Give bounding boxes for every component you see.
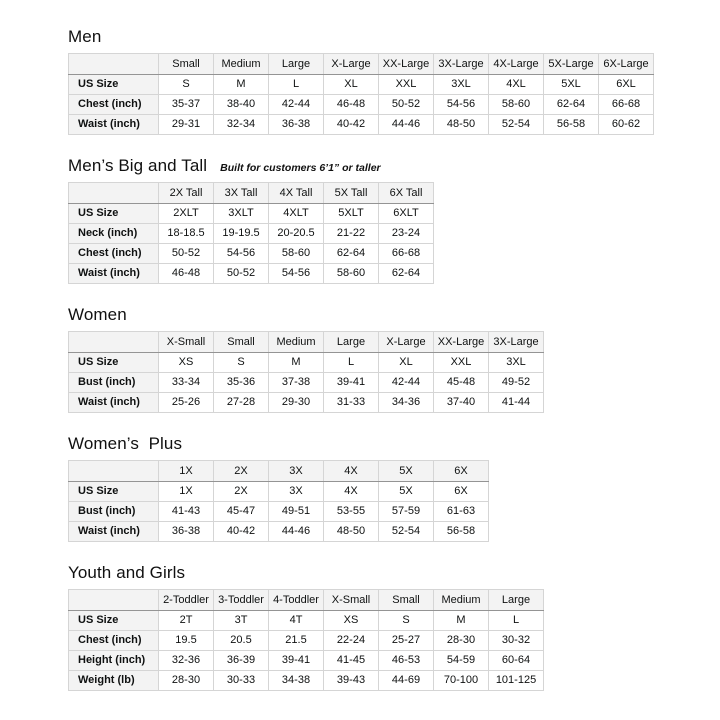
- size-cell: 46-53: [379, 651, 434, 671]
- size-cell: 3X: [269, 482, 324, 502]
- column-header: Large: [269, 54, 324, 75]
- section-women: [68, 305, 700, 413]
- table-row: [69, 393, 544, 413]
- row-label: Bust (inch): [69, 502, 159, 522]
- size-cell: 45-47: [214, 502, 269, 522]
- size-cell: 66-68: [599, 95, 654, 115]
- column-header: 2X Tall: [159, 183, 214, 204]
- size-table-men: [68, 53, 654, 135]
- column-header: 6X-Large: [599, 54, 654, 75]
- header-row: [69, 332, 544, 353]
- row-label: Chest (inch): [69, 631, 159, 651]
- row-label: Waist (inch): [69, 522, 159, 542]
- section-title-row: [68, 305, 700, 325]
- table-row: [69, 373, 544, 393]
- size-cell: 21.5: [269, 631, 324, 651]
- size-cell: 2T: [159, 611, 214, 631]
- table-row: [69, 115, 654, 135]
- table-row: [69, 75, 654, 95]
- column-header: X-Large: [379, 332, 434, 353]
- section-title: Women: [68, 305, 127, 324]
- row-label: US Size: [69, 611, 159, 631]
- corner-cell: [69, 183, 159, 204]
- section-title: Women’s Plus: [68, 434, 183, 453]
- column-header: 3X-Large: [489, 332, 544, 353]
- size-cell: 20.5: [214, 631, 269, 651]
- header-row: [69, 590, 544, 611]
- column-header: 3X Tall: [214, 183, 269, 204]
- size-cell: 32-34: [214, 115, 269, 135]
- size-cell: 58-60: [324, 264, 379, 284]
- section-title: Men: [68, 27, 102, 46]
- size-cell: 2X: [214, 482, 269, 502]
- table-row: [69, 671, 544, 691]
- column-header: Large: [489, 590, 544, 611]
- size-cell: 62-64: [324, 244, 379, 264]
- size-cell: 50-52: [159, 244, 214, 264]
- size-cell: 4XL: [489, 75, 544, 95]
- size-cell: 60-62: [599, 115, 654, 135]
- size-cell: 31-33: [324, 393, 379, 413]
- column-header: XX-Large: [379, 54, 434, 75]
- size-cell: 38-40: [214, 95, 269, 115]
- row-label: Neck (inch): [69, 224, 159, 244]
- row-label: Bust (inch): [69, 373, 159, 393]
- size-cell: 70-100: [434, 671, 489, 691]
- section-title-row: [68, 27, 700, 47]
- size-cell: 44-46: [269, 522, 324, 542]
- size-cell: 3XL: [434, 75, 489, 95]
- size-cell: 54-59: [434, 651, 489, 671]
- size-cell: 4XLT: [269, 204, 324, 224]
- size-cell: 46-48: [324, 95, 379, 115]
- size-cell: 50-52: [214, 264, 269, 284]
- corner-cell: [69, 54, 159, 75]
- column-header: 5X-Large: [544, 54, 599, 75]
- size-cell: 56-58: [544, 115, 599, 135]
- size-cell: L: [324, 353, 379, 373]
- size-cell: M: [434, 611, 489, 631]
- column-header: 4-Toddler: [269, 590, 324, 611]
- size-cell: 37-40: [434, 393, 489, 413]
- size-cell: 3XLT: [214, 204, 269, 224]
- size-cell: 36-39: [214, 651, 269, 671]
- size-cell: XXL: [379, 75, 434, 95]
- size-cell: S: [214, 353, 269, 373]
- size-cell: L: [269, 75, 324, 95]
- row-label: Waist (inch): [69, 264, 159, 284]
- table-row: [69, 611, 544, 631]
- size-cell: 54-56: [269, 264, 324, 284]
- row-label: Height (inch): [69, 651, 159, 671]
- column-header: Medium: [269, 332, 324, 353]
- size-cell: 56-58: [434, 522, 489, 542]
- size-cell: 45-48: [434, 373, 489, 393]
- size-cell: 58-60: [489, 95, 544, 115]
- column-header: 1X: [159, 461, 214, 482]
- size-cell: 50-52: [379, 95, 434, 115]
- size-cell: 41-45: [324, 651, 379, 671]
- size-cell: 41-44: [489, 393, 544, 413]
- size-cell: 33-34: [159, 373, 214, 393]
- column-header: 3X: [269, 461, 324, 482]
- size-cell: 29-31: [159, 115, 214, 135]
- size-cell: 54-56: [434, 95, 489, 115]
- size-cell: 54-56: [214, 244, 269, 264]
- size-cell: 19.5: [159, 631, 214, 651]
- column-header: 6X Tall: [379, 183, 434, 204]
- size-cell: 52-54: [489, 115, 544, 135]
- column-header: 4X: [324, 461, 379, 482]
- column-header: 6X: [434, 461, 489, 482]
- size-cell: 30-33: [214, 671, 269, 691]
- size-cell: 1X: [159, 482, 214, 502]
- size-cell: 6X: [434, 482, 489, 502]
- size-cell: 48-50: [434, 115, 489, 135]
- section-title-row: [68, 563, 700, 583]
- size-cell: 21-22: [324, 224, 379, 244]
- size-cell: 60-64: [489, 651, 544, 671]
- size-cell: XS: [159, 353, 214, 373]
- table-row: [69, 651, 544, 671]
- size-cell: 57-59: [379, 502, 434, 522]
- row-label: Chest (inch): [69, 95, 159, 115]
- size-cell: 62-64: [544, 95, 599, 115]
- size-cell: 39-43: [324, 671, 379, 691]
- section-men: [68, 27, 700, 135]
- size-cell: 22-24: [324, 631, 379, 651]
- header-row: [69, 461, 489, 482]
- section-title: Youth and Girls: [68, 563, 186, 582]
- row-label: Waist (inch): [69, 393, 159, 413]
- size-table-womens-plus: [68, 460, 489, 542]
- column-header: Large: [324, 332, 379, 353]
- column-header: X-Small: [324, 590, 379, 611]
- size-cell: 58-60: [269, 244, 324, 264]
- section-title-row: [68, 434, 700, 454]
- size-cell: 39-41: [324, 373, 379, 393]
- size-cell: 5XLT: [324, 204, 379, 224]
- size-cell: 40-42: [214, 522, 269, 542]
- size-cell: 36-38: [269, 115, 324, 135]
- section-womens-plus: [68, 434, 700, 542]
- table-row: [69, 522, 489, 542]
- column-header: Medium: [434, 590, 489, 611]
- row-label: US Size: [69, 353, 159, 373]
- size-cell: XXL: [434, 353, 489, 373]
- table-row: [69, 204, 434, 224]
- table-row: [69, 95, 654, 115]
- column-header: Medium: [214, 54, 269, 75]
- size-cell: 41-43: [159, 502, 214, 522]
- size-cell: 32-36: [159, 651, 214, 671]
- size-cell: 36-38: [159, 522, 214, 542]
- size-table-youth-and-girls: [68, 589, 544, 691]
- corner-cell: [69, 461, 159, 482]
- size-cell: 44-69: [379, 671, 434, 691]
- column-header: 5X Tall: [324, 183, 379, 204]
- size-cell: 53-55: [324, 502, 379, 522]
- size-cell: 25-26: [159, 393, 214, 413]
- size-cell: 34-36: [379, 393, 434, 413]
- section-subtitle: Built for customers 6’1” or taller: [220, 162, 381, 174]
- size-cell: 25-27: [379, 631, 434, 651]
- size-cell: 42-44: [269, 95, 324, 115]
- column-header: Small: [379, 590, 434, 611]
- size-cell: 34-38: [269, 671, 324, 691]
- size-cell: XS: [324, 611, 379, 631]
- size-cell: 29-30: [269, 393, 324, 413]
- size-cell: 37-38: [269, 373, 324, 393]
- column-header: 4X-Large: [489, 54, 544, 75]
- size-cell: 27-28: [214, 393, 269, 413]
- size-table-mens-big-and-tall: [68, 182, 434, 284]
- table-row: [69, 502, 489, 522]
- size-cell: 39-41: [269, 651, 324, 671]
- size-cell: 19-19.5: [214, 224, 269, 244]
- size-cell: 28-30: [434, 631, 489, 651]
- size-cell: 101-125: [489, 671, 544, 691]
- column-header: XX-Large: [434, 332, 489, 353]
- size-cell: M: [269, 353, 324, 373]
- column-header: X-Large: [324, 54, 379, 75]
- table-row: [69, 482, 489, 502]
- size-cell: S: [379, 611, 434, 631]
- column-header: 4X Tall: [269, 183, 324, 204]
- row-label: US Size: [69, 75, 159, 95]
- size-cell: 2XLT: [159, 204, 214, 224]
- table-row: [69, 224, 434, 244]
- size-cell: 23-24: [379, 224, 434, 244]
- section-youth-and-girls: [68, 563, 700, 691]
- corner-cell: [69, 332, 159, 353]
- size-cell: 44-46: [379, 115, 434, 135]
- column-header: 2-Toddler: [159, 590, 214, 611]
- corner-cell: [69, 590, 159, 611]
- size-cell: 28-30: [159, 671, 214, 691]
- size-cell: 4X: [324, 482, 379, 502]
- column-header: 3X-Large: [434, 54, 489, 75]
- size-cell: S: [159, 75, 214, 95]
- column-header: X-Small: [159, 332, 214, 353]
- size-cell: L: [489, 611, 544, 631]
- table-row: [69, 264, 434, 284]
- row-label: US Size: [69, 482, 159, 502]
- size-cell: 35-36: [214, 373, 269, 393]
- column-header: 3-Toddler: [214, 590, 269, 611]
- column-header: 2X: [214, 461, 269, 482]
- size-cell: 49-52: [489, 373, 544, 393]
- section-mens-big-and-tall: [68, 156, 700, 284]
- row-label: US Size: [69, 204, 159, 224]
- size-cell: 61-63: [434, 502, 489, 522]
- row-label: Waist (inch): [69, 115, 159, 135]
- header-row: [69, 183, 434, 204]
- size-cell: 6XLT: [379, 204, 434, 224]
- size-cell: 48-50: [324, 522, 379, 542]
- table-row: [69, 631, 544, 651]
- size-cell: 46-48: [159, 264, 214, 284]
- size-cell: 49-51: [269, 502, 324, 522]
- size-cell: 18-18.5: [159, 224, 214, 244]
- size-cell: 62-64: [379, 264, 434, 284]
- size-cell: 3T: [214, 611, 269, 631]
- section-title-row: [68, 156, 700, 176]
- header-row: [69, 54, 654, 75]
- column-header: Small: [159, 54, 214, 75]
- size-cell: 40-42: [324, 115, 379, 135]
- size-cell: 4T: [269, 611, 324, 631]
- table-row: [69, 353, 544, 373]
- table-row: [69, 244, 434, 264]
- size-table-women: [68, 331, 544, 413]
- size-cell: 66-68: [379, 244, 434, 264]
- row-label: Weight (lb): [69, 671, 159, 691]
- size-cell: 6XL: [599, 75, 654, 95]
- size-cell: 52-54: [379, 522, 434, 542]
- row-label: Chest (inch): [69, 244, 159, 264]
- size-cell: 30-32: [489, 631, 544, 651]
- size-cell: 5X: [379, 482, 434, 502]
- size-cell: 42-44: [379, 373, 434, 393]
- column-header: 5X: [379, 461, 434, 482]
- size-cell: XL: [379, 353, 434, 373]
- column-header: Small: [214, 332, 269, 353]
- size-cell: 5XL: [544, 75, 599, 95]
- section-title: Men’s Big and Tall: [68, 156, 208, 175]
- size-cell: 3XL: [489, 353, 544, 373]
- size-cell: XL: [324, 75, 379, 95]
- size-cell: 20-20.5: [269, 224, 324, 244]
- size-cell: 35-37: [159, 95, 214, 115]
- size-cell: M: [214, 75, 269, 95]
